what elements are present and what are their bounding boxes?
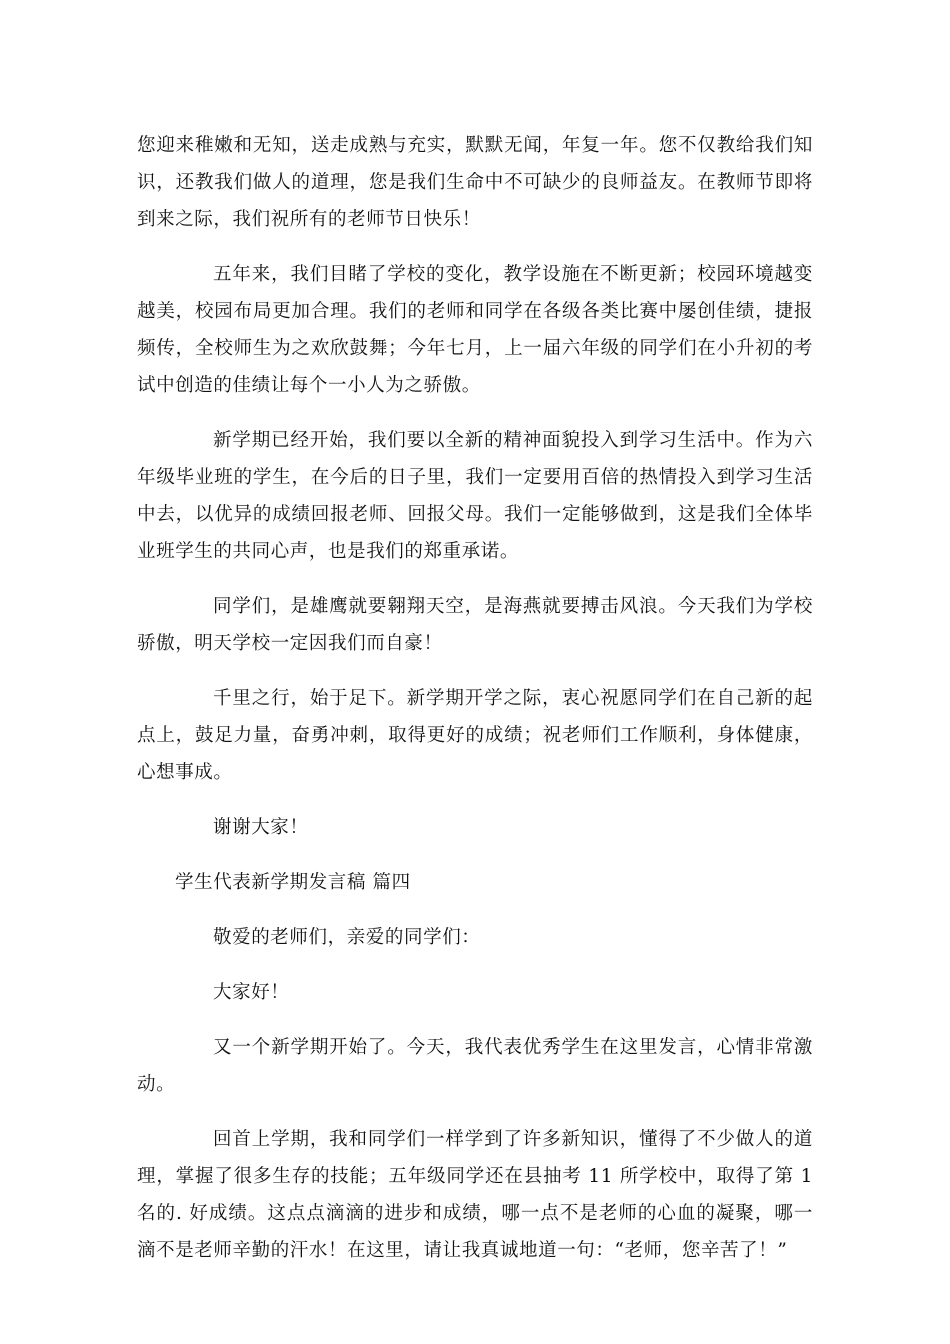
paragraph-eagle-petrel: 同学们，是雄鹰就要翱翔天空，是海燕就要搏击风浪。今天我们为学校骄傲，明天学校一定因我们而自豪！ — [137, 596, 813, 654]
document-page — [137, 127, 813, 1269]
paragraph-thank-you: 谢谢大家！ — [213, 817, 309, 838]
paragraph-hello: 大家好！ — [213, 982, 290, 1003]
paragraph-greeting: 敬爱的老师们，亲爱的同学们： — [213, 927, 481, 948]
paragraph-teacher-thanks: 您迎来稚嫩和无知，送走成熟与充实，默默无闻，年复一年。您不仅教给我们知识，还教我们做人的道理，您是我们生命中不可缺少的良师益友。在教师节即将到来之际，我们祝所有的老师节日快乐！ — [137, 135, 813, 230]
paragraph-new-semester: 新学期已经开始，我们要以全新的精神面貌投入到学习生活中。作为六年级毕业班的学生，在今后的日子里，我们一定要用百倍的热情投入到学习生活中去，以优异的成绩回报老师、回报父母。我们一定能够做到，这是我们全体毕业班学生的共同心声，也是我们的郑重承诺。 — [137, 430, 813, 562]
paragraph-wishes: 千里之行，始于足下。新学期开学之际，衷心祝愿同学们在自己新的起点上，鼓足力量，奋勇冲刺，取得更好的成绩；祝老师们工作顺利，身体健康，心想事成。 — [137, 688, 813, 783]
paragraph-review: 回首上学期，我和同学们一样学到了许多新知识，懂得了不少做人的道理，掌握了很多生存的技能；五年级同学还在县抽考 11 所学校中，取得了第 1 名的. 好成绩。这点点滴滴的进步和成绩，哪一点不是老师的心血的凝聚，哪一滴不是老师辛勤的汗水！在这里，请让我真诚地道一句：“老师，您辛苦了！” — [137, 1129, 813, 1261]
paragraph-opening: 又一个新学期开始了。今天，我代表优秀学生在这里发言，心情非常激动。 — [137, 1037, 813, 1095]
paragraph-school-changes: 五年来，我们目睹了学校的变化，教学设施在不断更新；校园环境越变越美，校园布局更加合理。我们的老师和同学在各级各类比赛中屡创佳绩，捷报频传，全校师生为之欢欣鼓舞；今年七月，上一届六年级的同学们在小升初的考试中创造的佳绩让每个一小人为之骄傲。 — [137, 264, 813, 396]
section-heading: 学生代表新学期发言稿 篇四 — [175, 872, 411, 893]
